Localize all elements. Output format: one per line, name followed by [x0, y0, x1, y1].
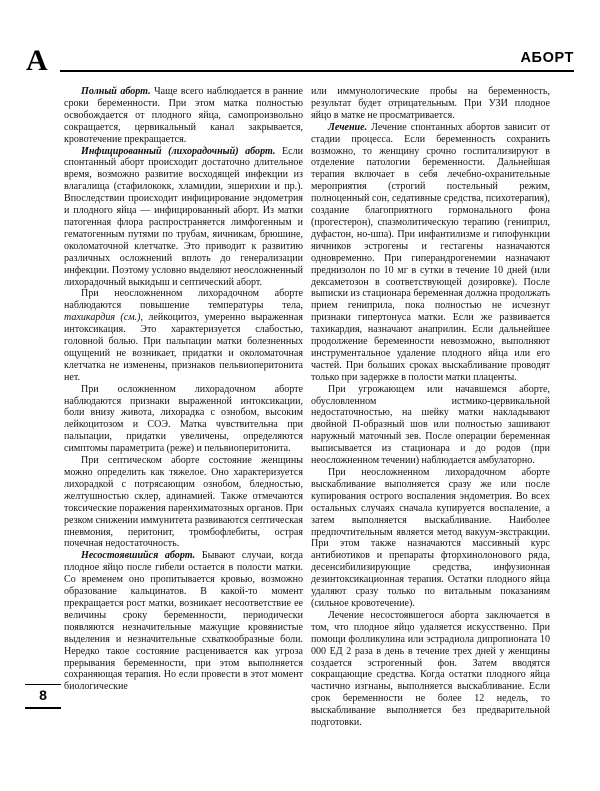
paragraph-text: При септическом аборте состояние женщины можно определить как тяжелое. Оно характеризуется лихорадкой с потрясающим ознобом, бледностью, желтушностью склер, адинамией. Также отмечаются токсические поражения паренхиматозных органов. При резком снижении иммунитета развиваются септическая пневмония, перитонит, тромбофлебиты, острая почечная недостаточность. [64, 455, 303, 550]
paragraph-text: Чаще всего наблюдается в ранние сроки беременности. При этом матка полностью освобождается от плодного яйца, самопроизвольно сокращается, цервикальный канал закрывается, кровотечение прекращается. [64, 86, 304, 145]
paragraph-text: Лечение несостоявшегося аборта заключается в том, что плодное яйцо удаляется искусственно. При помощи фолликулина или эстрадиола дипропионата 10 000 ЕД 2 раза в день в течение трех дней у женщины создается эстрогенный фон. Затем вводятся сокращающие средства. Когда остатки плодного яйца частично изгнаны, выполняется выскабливание. Если срок беременности не более 12 недель, то выскабливание выполняется без предварительной подготовки. [311, 609, 550, 729]
paragraph-text: При неосложненном лихорадочном аборте наблюдаются повышение температуры тела, тахикардия (см.), лейкоцитоз, умеренно выраженная интоксикация. Это характеризуется слабостью, головной болью. При пальпации матки болезненных ощущений не возникает, придатки и околоматочная клетчатка не изменены, признаков пельвиоперитонита нет. [64, 288, 303, 383]
text-column-left [64, 86, 303, 746]
paragraph [64, 455, 303, 550]
header-divider [60, 70, 574, 72]
paragraph [64, 384, 303, 455]
paragraph-text: Если спонтанный аборт происходит достаточно длительное время, возможно развитие восходящей инфекции из влагалища (стафилококк, хламидии, эшерихии и пр.). Впоследствии происходит инфицирование эндометрия и плодного яйца — инфицированный аборт. Из матки патогенная флора распространяется лимфогенным и гематогенным путями по трубам, яичникам, брюшине, околоматочной клетчатке. Это приводит к развитию различных осложнений вплоть до генерализации инфекции. Поэтому условно выделяют неосложненный лихорадочный выкидыш и септический аборт. [64, 145, 303, 288]
body-columns [64, 86, 564, 746]
paragraph [64, 550, 303, 693]
paragraph-text: Бывают случаи, когда плодное яйцо после гибели остается в полости матки. Со временем оно пропитывается кровью, возможно образование кальцинатов. В какой-то момент прекращается рост матки, возникает несоответствие ее величины сроку беременности, периодически появляются незначительные мажущие кровянистые выделения и незначительные схваткообразные боли. Нередко такое состояние расценивается как угроза прерывания беременности, при этом выполняется сохраняющая терапия. Но если провести в этот момент биологические [64, 550, 303, 693]
entry-term: Лечение. [328, 121, 368, 133]
paragraph [64, 146, 303, 289]
text-column-right [311, 86, 550, 746]
paragraph-text: При осложненном лихорадочном аборте наблюдаются признаки выраженной интоксикации, боли внизу живота, лихорадка с ознобом, высоким лейкоцитозом и СОЭ. Матка чувствительна при пальпации, придатки увеличены, определяются симптомы параметрита (реже) и пельвиоперитонита. [64, 383, 303, 455]
paragraph-text: При угрожающем или начавшемся аборте, обусловленном истмико-цервикальной недостаточностью, на шейку матки накладывают двойной П-образный шов или полностью зашивают наружный маточный зев. После операции беременная выписывается из стационара и до родов (при неосложненном течении) наблюдается амбулаторно. [311, 383, 550, 467]
paragraph [311, 467, 550, 610]
letter-tab: А [26, 44, 48, 77]
paragraph-text: При неосложненном лихорадочном аборте выскабливание выполняется сразу же или после купирования острого воспаления эндометрия. Во всех остальных случаях сначала купируется воспаление, а затем выполняется выскабливание. Наиболее предпочтительным является метод вакуум-экстракции. При этом также назначаются массивный курс антибиотиков и препараты фторхинолонового ряда, десенсибилизирующие средства, инфузионная дезинтоксикационная терапия. Остатки плодного яйца удаляют сразу только по витальным показаниям (сильное кровотечение). [311, 467, 550, 609]
cross-reference: тахикардия (см.) [64, 312, 141, 324]
paragraph [311, 86, 550, 122]
entry-term: Несостоявшийся аборт. [81, 550, 196, 562]
paragraph-text: или иммунологические пробы на беременность, результат будет отрицательным. При УЗИ плодное яйцо в матке не просматривается. [311, 86, 550, 121]
page-header [26, 42, 574, 78]
entry-term: Инфицированный (лихорадочный) аборт. [81, 145, 276, 157]
running-head-title: АБОРТ [520, 50, 574, 66]
paragraph [64, 288, 303, 383]
paragraph [311, 610, 550, 729]
entry-term: Полный аборт. [81, 86, 151, 97]
paragraph [311, 122, 550, 384]
paragraph [64, 86, 303, 146]
paragraph-text: Лечение спонтанных абортов зависит от стадии процесса. Если беременность сохранить возможно, то женщину срочно госпитализируют в отделение патологии беременности. Дальнейшая терапия включает в себя лечебно-охранительные мероприятия (строгий постельный режим, полноценный сон, седативные средства, психотерапия), создание благоприятного гормонального фона (прогестерон), спазмолитическую терапию (гениприл, дуфастон, но-шпа). При инфантилизме и гипофункции яичников эстрогены и гестагены назначаются одновременно. При гиперандрогенемии назначают преднизолон по 10 мг в сутки в течение 10 дней (или дексаметозон в соответствующей дозировке). После выписки из стационара беременная должна продолжать прием гениприла, пока полностью не исчезнут признаки гипертонуса матки. Если же развивается тахикардия, назначают анаприлин. Если дальнейшее продолжение беременности невозможно, выполняют инструментальное удаление плодного яйца или его частей. При больших сроках выскабливание проводят только при задержке в полости матки плаценты. [311, 121, 550, 383]
folio [22, 684, 64, 709]
page-number: 8 [39, 687, 47, 704]
folio-rule-bottom [25, 707, 61, 708]
paragraph [311, 384, 550, 467]
